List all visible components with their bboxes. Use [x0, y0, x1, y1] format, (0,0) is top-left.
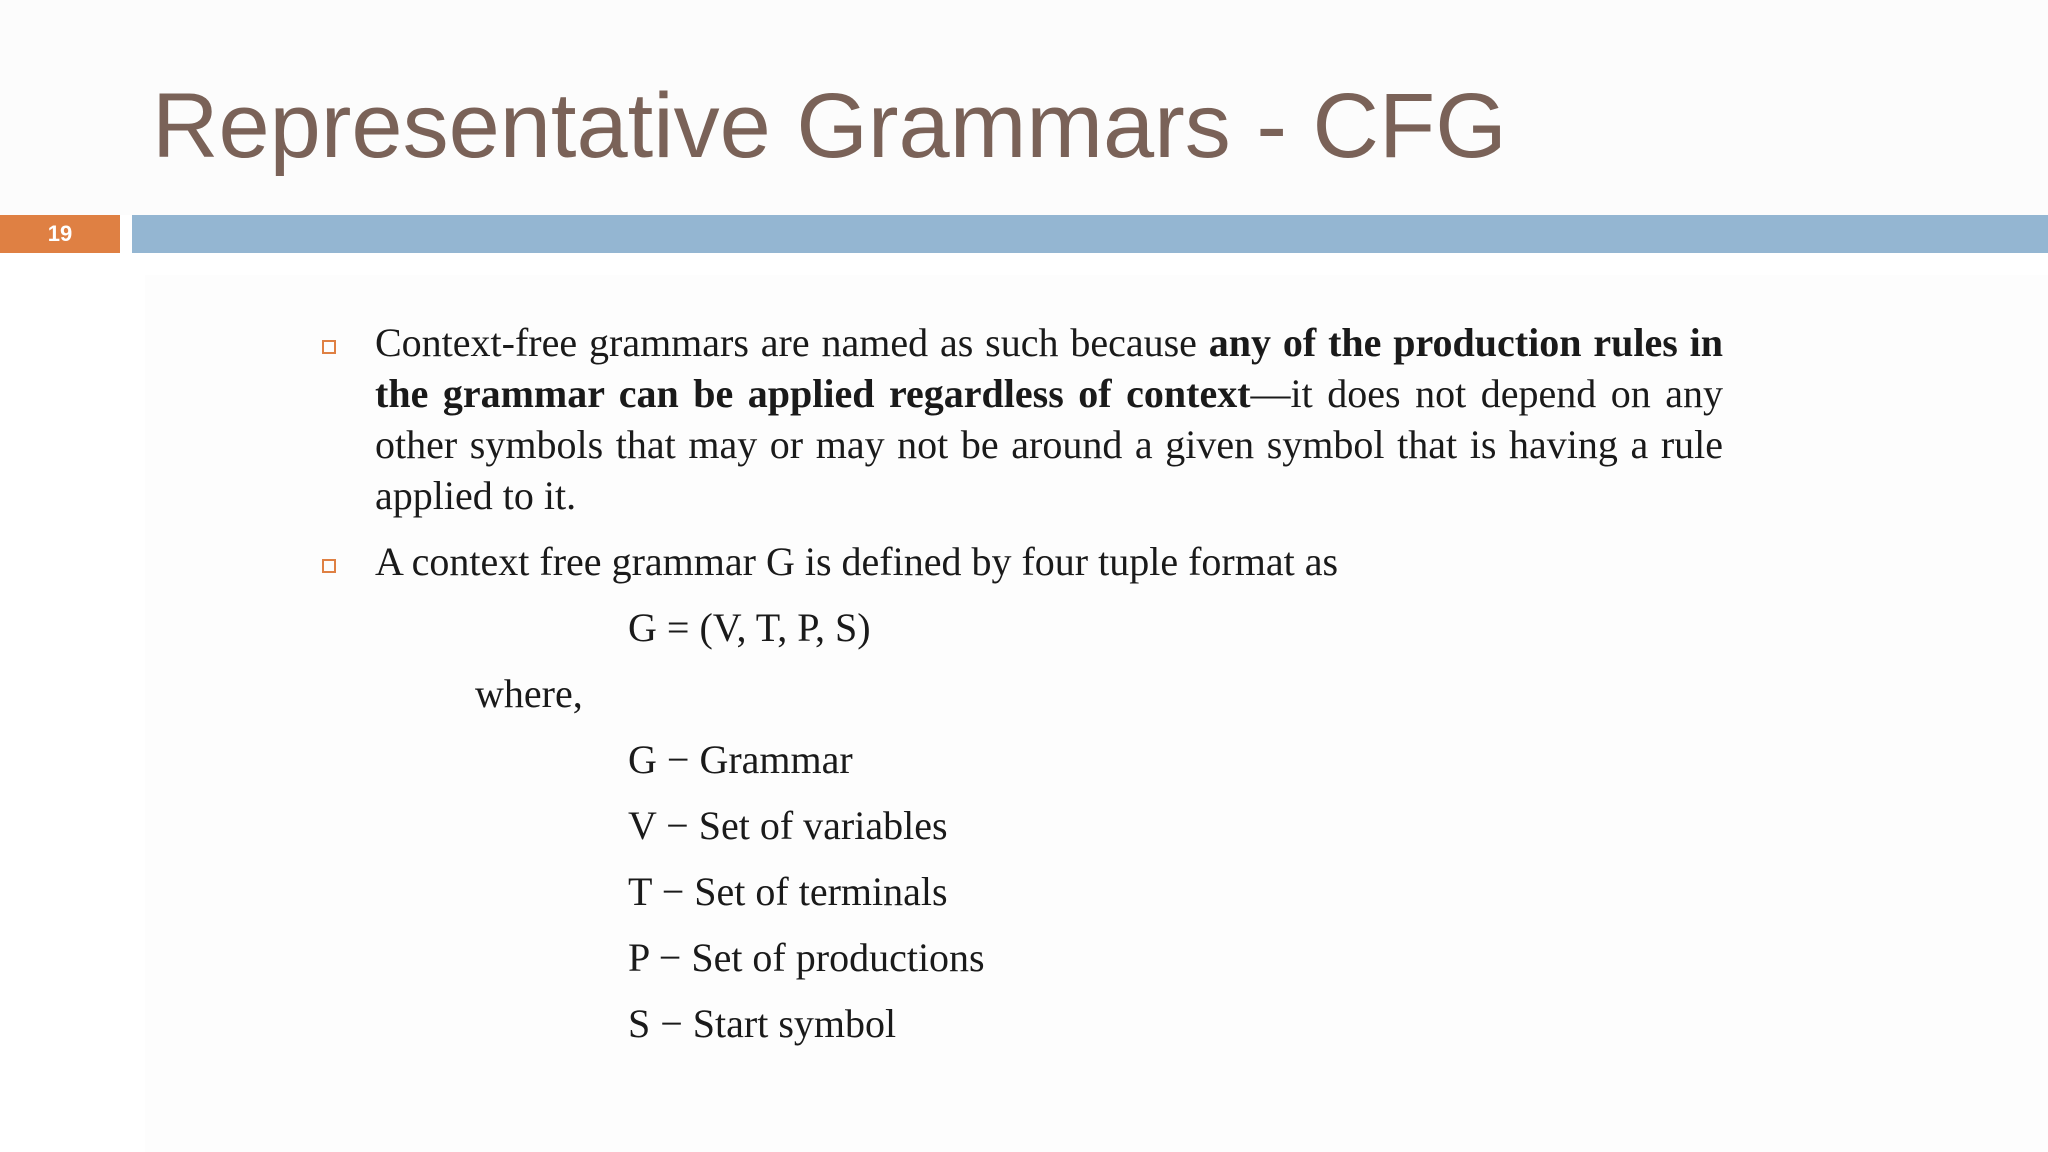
definition-item-terminals: T − Set of terminals	[628, 869, 948, 914]
page-number: 19	[47, 221, 73, 246]
title-rule-bar	[132, 215, 2048, 253]
bullet-paragraph-context-free	[375, 317, 1723, 521]
definition-item-start-symbol: S − Start symbol	[628, 1001, 897, 1046]
definition-item-variables: V − Set of variables	[628, 803, 948, 848]
definition-item-grammar: G − Grammar	[628, 737, 853, 782]
bullet-text-bold: any of the production rules in the grammar can be applied regardless of context	[375, 320, 1723, 416]
bullet-square-icon	[322, 340, 336, 354]
bullet-paragraph-definition: A context free grammar G is defined by four tuple format as	[375, 539, 1339, 584]
definition-item-productions: P − Set of productions	[628, 935, 985, 980]
where-label: where,	[475, 671, 583, 716]
slide-title: Representative Grammars - CFG	[152, 75, 1507, 177]
bullet-text-end: —it does not depend on any other symbols that may or may not be around a given symbol that is having a rule applied to it.	[375, 371, 1723, 518]
bullet-text-start: Context-free grammars are named as such because	[375, 320, 1209, 365]
tuple-formula: G = (V, T, P, S)	[628, 605, 871, 650]
bullet-square-icon	[322, 559, 336, 573]
